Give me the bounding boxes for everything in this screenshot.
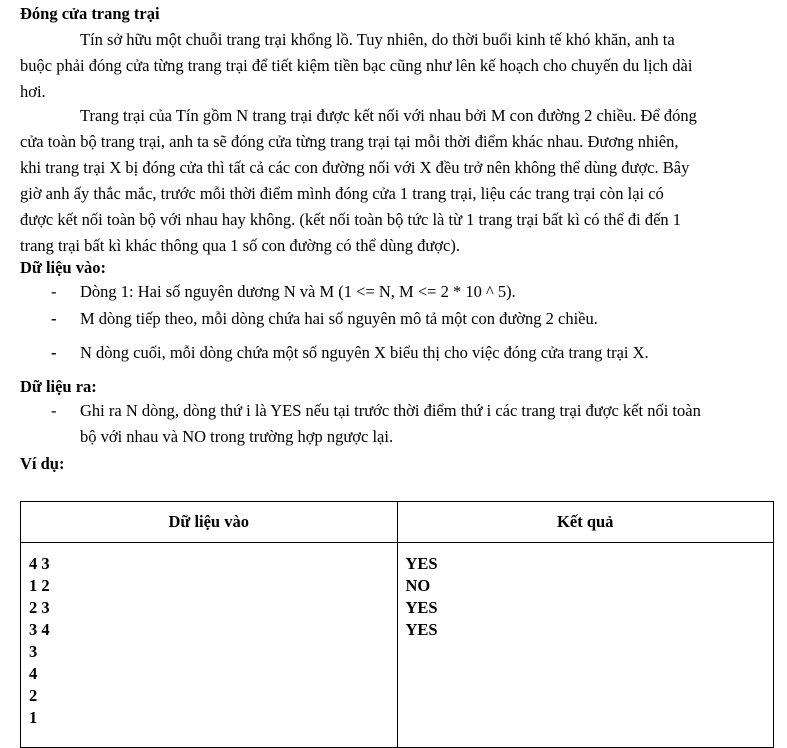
output-heading: Dữ liệu ra: — [20, 377, 97, 396]
body-line: trang trại bất kì khác thông qua 1 số con đường có thể dùng được). — [20, 236, 460, 255]
input-line: 3 4 — [29, 620, 50, 639]
output-line: YES — [405, 598, 438, 617]
input-cell — [21, 543, 398, 748]
input-line: 1 2 — [29, 576, 50, 595]
bullet-text: Ghi ra N dòng, dòng thứ i là YES nếu tại trước thời điểm thứ i các trang trại được kết nối toàn — [80, 401, 701, 420]
intro-line: buộc phải đóng cửa từng trang trại để tiết kiệm tiền bạc cũng như lên kế hoạch cho chuyến du lịch dài — [20, 56, 693, 75]
header-input: Dữ liệu vào — [21, 502, 398, 543]
input-line: 2 3 — [29, 598, 50, 617]
input-heading: Dữ liệu vào: — [20, 258, 106, 277]
body-line: Trang trại của Tín gồm N trang trại được kết nối với nhau bởi M con đường 2 chiều. Để đóng — [80, 106, 697, 125]
input-line: 1 — [29, 708, 38, 727]
problem-title: Đóng cửa trang trại — [20, 4, 160, 23]
bullet-dash: - — [51, 343, 57, 362]
input-line: 2 — [29, 686, 38, 705]
bullet-text: N dòng cuối, mỗi dòng chứa một số nguyên X biểu thị cho việc đóng cửa trang trại X. — [80, 343, 649, 362]
bullet-dash: - — [51, 309, 57, 328]
input-line: 4 3 — [29, 554, 50, 573]
bullet-text: bộ với nhau và NO trong trường hợp ngược lại. — [80, 427, 394, 446]
body-line: được kết nối toàn bộ với nhau hay không. (kết nối toàn bộ tức là từ 1 trang trại bất kì có thể đi đến 1 — [20, 210, 682, 229]
bullet-text: M dòng tiếp theo, mỗi dòng chứa hai số nguyên mô tả một con đường 2 chiều. — [80, 309, 598, 328]
example-heading: Ví dụ: — [20, 454, 65, 473]
output-cell — [397, 543, 774, 748]
body-paragraph — [20, 103, 774, 259]
output-line: YES — [405, 554, 438, 573]
example-table — [20, 501, 774, 748]
output-line: NO — [405, 576, 431, 595]
output-line: YES — [405, 620, 438, 639]
body-line: cửa toàn bộ trang trại, anh ta sẽ đóng cửa từng trang trại tại mỗi thời điểm khác nhau. Đương nhiên, — [20, 132, 679, 151]
input-line: 3 — [29, 642, 38, 661]
bullet-text: Dòng 1: Hai số nguyên dương N và M (1 <= N, M <= 2 * 10 ^ 5). — [80, 282, 516, 301]
body-line: giờ anh ấy thắc mắc, trước mỗi thời điểm mình đóng cửa 1 trang trại, liệu các trang trại còn lại có — [20, 184, 664, 203]
bullet-dash: - — [51, 282, 57, 301]
body-line: khi trang trại X bị đóng cửa thì tất cả các con đường nối với X đều trở nên không thể dùng được. Bây — [20, 158, 690, 177]
input-line: 4 — [29, 664, 38, 683]
table-row — [21, 543, 774, 748]
output-bullet — [20, 398, 776, 450]
intro-line: Tín sở hữu một chuỗi trang trại khổng lồ. Tuy nhiên, do thời buổi kinh tế khó khăn, anh ta — [80, 30, 675, 49]
header-output: Kết quả — [397, 502, 774, 543]
intro-paragraph — [20, 27, 774, 105]
table-header-row — [21, 502, 774, 543]
intro-line: hơi. — [20, 82, 46, 101]
bullet-dash: - — [51, 401, 57, 420]
